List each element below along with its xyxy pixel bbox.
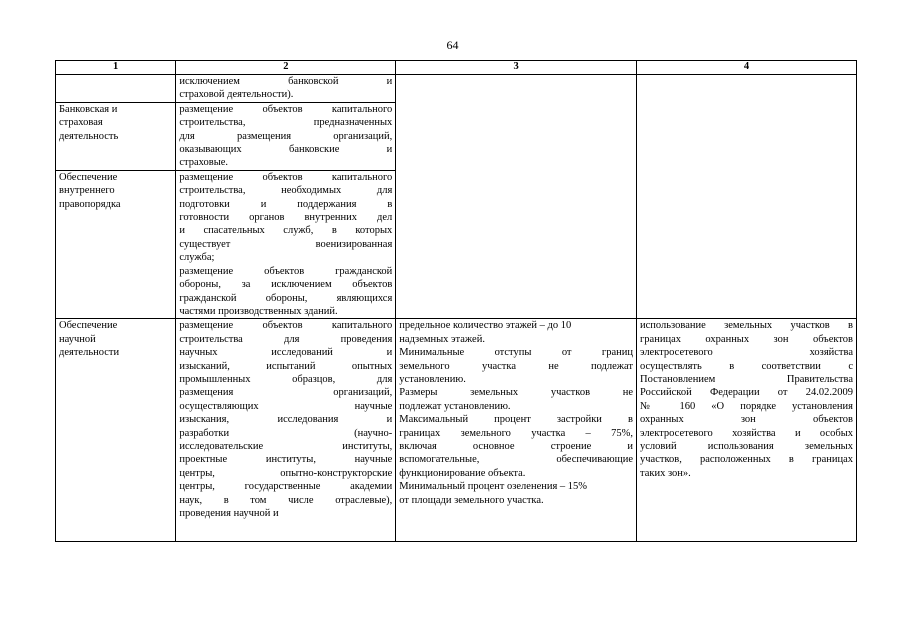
cell-text-line: готовности органов внутренних дел (179, 212, 393, 224)
header-cell-4: 4 (637, 61, 857, 75)
cell-text-line: служба; (179, 252, 215, 264)
cell-text-line: строительства для проведения (179, 333, 393, 345)
cell-text-line: предельное количество этажей – до 10 (399, 320, 572, 332)
cell-text-line: включая основное строение и (399, 440, 633, 452)
cell-text-line: Банковская и (59, 103, 118, 115)
cell-text-line: изысканий, испытаний опытных (179, 360, 393, 372)
row1-col3-empty (396, 75, 637, 319)
row4-col4 (637, 319, 857, 542)
cell-text-line: Постановлением Правительства (640, 373, 853, 385)
table-row (56, 75, 857, 103)
row1-col4-empty (637, 75, 857, 319)
cell-text-line: обороны, за исключением объектов (179, 279, 393, 291)
table-row (56, 319, 857, 542)
cell-text-line: электросетевого хозяйства (640, 347, 853, 359)
cell-text-line: изыскания, исследования и (179, 414, 393, 426)
cell-text-line: страховая (59, 117, 103, 129)
row2-col1 (56, 102, 176, 170)
row2-col2 (176, 102, 396, 170)
cell-text-line: разработки (научно- (179, 427, 393, 439)
header-cell-1: 1 (56, 61, 176, 75)
cell-text-line: гражданской обороны, являющихся (179, 292, 393, 304)
cell-text-line: исключением банковской и (179, 76, 393, 87)
cell-text-line: размещение объектов капитального (179, 103, 393, 115)
cell-text-line: Обеспечение (59, 171, 118, 183)
header-cell-2: 2 (176, 61, 396, 75)
cell-text-line: Минимальные отступы от границ (399, 347, 633, 359)
cell-text-line: таких зон». (640, 467, 691, 479)
cell-text-line: и спасательных служб, в которых (179, 225, 393, 237)
cell-text-line: деятельности (59, 347, 120, 359)
cell-text-line: условий использования земельных (640, 440, 853, 452)
row4-col3 (396, 319, 637, 542)
cell-text-line: установлению. (399, 373, 466, 385)
cell-text-line: страховой деятельности). (179, 89, 294, 101)
cell-text-line: от площади земельного участка. (399, 494, 544, 506)
cell-text-line: размещения организаций, (179, 387, 393, 399)
cell-text-line: Обеспечение (59, 320, 118, 332)
row3-col2 (176, 170, 396, 318)
regulations-table (55, 60, 857, 542)
cell-text-line: оказывающих банковские и (179, 144, 393, 156)
cell-text-line: надземных этажей. (399, 333, 485, 345)
cell-text-line: для размещения организаций, (179, 130, 393, 142)
cell-text-line: подлежат установлению. (399, 400, 511, 412)
cell-text-line: размещение объектов гражданской (179, 265, 393, 277)
cell-text-line: Минимальный процент озеленения – 15% (399, 481, 588, 493)
cell-text-line: деятельность (59, 130, 119, 142)
cell-text-line: частями производственных зданий. (179, 305, 338, 317)
cell-text-line: наук, в том числе отраслевые), (179, 494, 393, 506)
cell-text-line: Российской Федерации от 24.02.2009 (640, 387, 853, 399)
cell-text-line: центры, государственные академии (179, 481, 393, 493)
header-row (56, 61, 857, 75)
cell-text-line: существует военизированная (179, 238, 393, 250)
cell-text-line: подготовки и поддержания в (179, 198, 393, 210)
cell-text-line: осуществлять в соответствии с (640, 360, 853, 372)
cell-text-line: промышленных образцов, для (179, 373, 393, 385)
cell-text-line: функционирование объекта. (399, 467, 526, 479)
cell-text-line: вспомогательные, обеспечивающие (399, 454, 633, 466)
cell-text-line: охранных зон объектов (640, 414, 853, 426)
row4-col2 (176, 319, 396, 542)
cell-text-line: участков, расположенных в границах (640, 454, 853, 466)
cell-text-line: строительства, предназначенных (179, 117, 393, 129)
cell-text-line: размещение объектов капитального (179, 320, 393, 332)
cell-text-line: научных исследований и (179, 347, 393, 359)
row3-col1 (56, 170, 176, 318)
cell-text-line: центры, опытно-конструкторские (179, 467, 393, 479)
row1-col1 (56, 75, 176, 103)
cell-text-line: электросетевого хозяйства и особых (640, 427, 853, 439)
cell-text-line: размещение объектов капитального (179, 171, 393, 183)
page-number: 64 (446, 38, 459, 52)
row4-col1 (56, 319, 176, 542)
row1-col2 (176, 75, 396, 103)
cell-text-line: использование земельных участков в (640, 320, 853, 332)
cell-text-line: внутреннего (59, 185, 115, 197)
cell-text-line: страховые. (179, 157, 229, 169)
cell-text-line: Размеры земельных участков не (399, 387, 633, 399)
cell-text-line: осуществляющих научные (179, 400, 393, 412)
cell-text-line: строительства, необходимых для (179, 185, 393, 197)
cell-text-line: № 160 «О порядке установления (640, 400, 853, 412)
cell-text-line: исследовательские институты, (179, 440, 393, 452)
cell-text-line: земельного участка не подлежат (399, 360, 633, 372)
cell-text-line: проведения научной и (179, 508, 279, 519)
header-cell-3: 3 (396, 61, 637, 75)
cell-text-line: научной (59, 333, 96, 345)
cell-text-line: границах охранных зон объектов (640, 333, 853, 345)
cell-text-line: Максимальный процент застройки в (399, 414, 633, 426)
cell-text-line: правопорядка (59, 198, 121, 210)
cell-text-line: проектные институты, научные (179, 454, 393, 466)
cell-text-line: границах земельного участка – 75%, (399, 427, 633, 439)
